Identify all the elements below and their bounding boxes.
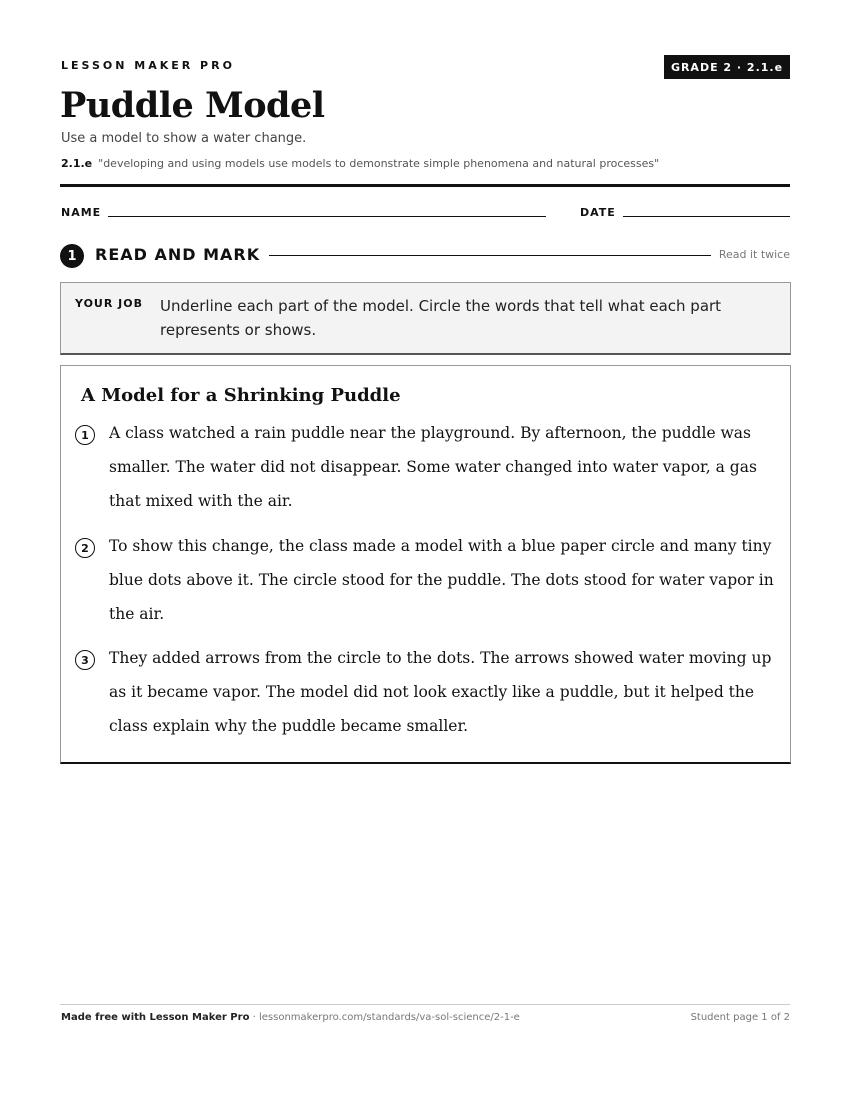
footer-page-number: Student page 1 of 2 [690,1012,790,1023]
paragraph-text: To show this change, the class made a model with a blue paper circle and many tiny blue dots above it. The circle stood for the puddle. The dots stood for water vapor in the air. [109,537,774,623]
grade-badge: GRADE 2 · 2.1.e [664,55,790,79]
date-field[interactable] [623,216,790,217]
date-label: DATE [580,206,616,219]
section-hint: Read it twice [718,248,790,261]
paragraph-number: 1 [75,425,95,445]
passage-box [60,365,791,764]
header-divider [60,184,790,187]
section-title: READ AND MARK [95,245,261,264]
standard-code: 2.1.e [61,157,93,170]
your-job-label: YOUR JOB [75,297,143,310]
page-title: Puddle Model [60,85,325,126]
standard-line [61,157,659,170]
paragraph-text: A class watched a rain puddle near the playground. By afternoon, the puddle was smaller. The water did not disappear. Some water changed into water vapor, a gas that mixed with the air. [109,424,757,510]
name-label: NAME [61,206,102,219]
footer-credit [61,1012,520,1023]
your-job-box [60,282,791,355]
section-rule [269,255,711,256]
your-job-text: Underline each part of the model. Circle the words that tell what each part represents or shows. [160,297,722,339]
brand-name: LESSON MAKER PRO [61,59,235,72]
footer-divider [60,1004,790,1005]
footer-url[interactable]: · lessonmakerpro.com/standards/va-sol-science/2-1-e [249,1012,520,1023]
footer-made-by: Made free with Lesson Maker Pro [61,1012,250,1023]
section-number-badge: 1 [60,244,84,268]
page-subtitle: Use a model to show a water change. [61,131,307,146]
name-field[interactable] [108,216,546,217]
passage-title: A Model for a Shrinking Puddle [81,385,401,406]
paragraph-number: 2 [75,538,95,558]
paragraph-number: 3 [75,650,95,670]
paragraph-text: They added arrows from the circle to the dots. The arrows showed water moving up as it became vapor. The model did not look exactly like a puddle, but it helped the class explain why the puddle became smaller. [109,649,772,735]
standard-text: "developing and using models use models to demonstrate simple phenomena and natural processes" [98,157,660,170]
section-header [60,243,790,267]
